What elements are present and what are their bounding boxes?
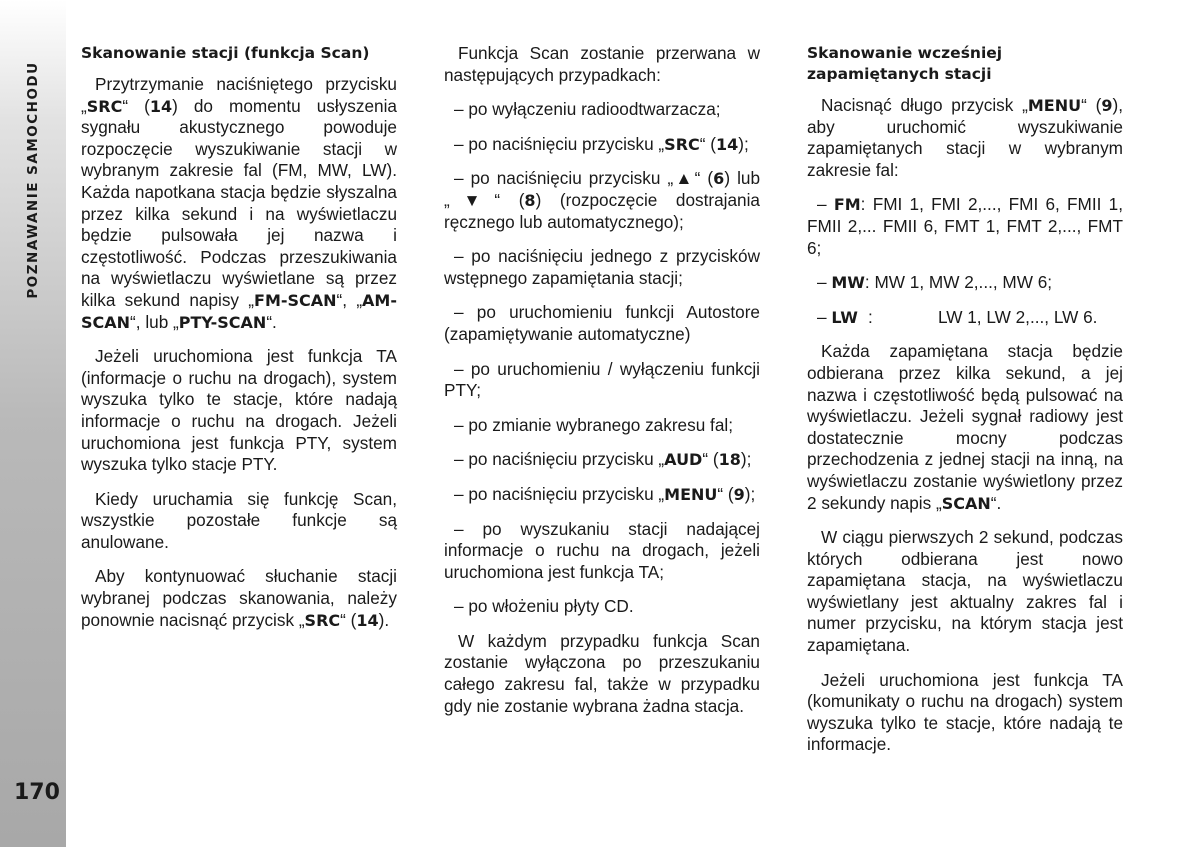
paragraph-ta-stored: Jeżeli uruchomiona jest funkcja TA (komunikaty o ruchu na drogach) system wyszuka tylko te stacje, które nadają te informacje. <box>807 669 1123 755</box>
band-label-mw: MW <box>831 273 865 293</box>
text: ) (rozpoczęcie dostrajania ręcznego lub automatycznego); <box>444 189 760 232</box>
text: “ ( <box>1081 95 1102 115</box>
display-text-fm-scan: FM-SCAN <box>254 290 337 310</box>
band-label-lw: LW <box>831 307 858 327</box>
paragraph-menu-scan <box>807 95 1123 181</box>
list-item: – po uruchomieniu funkcji Autostore (zapamiętywanie automatyczne) <box>444 302 760 344</box>
section-label: POZNAWANIE SAMOCHODU <box>25 61 41 299</box>
display-text-scan: SCAN <box>941 493 991 513</box>
column-right <box>807 43 1123 769</box>
text: Nacisnąć długo przycisk „ <box>821 95 1028 115</box>
list-item <box>444 449 760 471</box>
text: ); <box>740 449 752 470</box>
list-item: – po uruchomieniu / wyłączeniu funkcji PTY; <box>444 358 760 401</box>
paragraph-interrupt-intro: Funkcja Scan zostanie przerwana w następujących przypadkach: <box>444 43 760 85</box>
text: “. <box>990 492 1002 513</box>
button-ref-aud: AUD <box>664 450 703 470</box>
display-text-pty-scan: PTY-SCAN <box>178 312 267 332</box>
paragraph-functions-cancelled: Kiedy uruchamia się funkcję Scan, wszystkie pozostałe funkcje są anulowane. <box>81 488 397 552</box>
paragraph-ta-pty: Jeżeli uruchomiona jest funkcja TA (informacje o ruchu na drogach), system wyszuka tylko te stacje, które nadają informacje o ruchu na drogach. Jeżeli uruchomiona jest funkcja PTY, system wyszuka tylko stacje PTY. <box>81 346 397 475</box>
page-number: 170 <box>14 780 60 805</box>
list-item <box>444 134 760 156</box>
button-ref-src: SRC <box>304 610 341 630</box>
button-number: 9 <box>1101 96 1113 115</box>
button-number: 9 <box>733 484 745 504</box>
text: : FMI 1, FMI 2,..., FMI 6, FMII 1, FMII 2,... FMII 6, FMT 1, FMT 2,..., FMT 6; <box>807 194 1123 258</box>
text: “ ( <box>717 483 734 504</box>
list-item: – po zmianie wybranego zakresu fal; <box>454 414 733 435</box>
text: ), aby uruchomić wyszukiwanie zapamiętanych stacji w wybranym zakresie fal: <box>807 95 1123 180</box>
text: “, lub „ <box>130 311 179 332</box>
text: “ ( <box>702 449 719 470</box>
text: “ ( <box>699 133 716 154</box>
button-number: 6 <box>713 169 725 189</box>
text: “. <box>266 311 277 332</box>
section-heading-scan: Skanowanie stacji (funkcja Scan) <box>81 44 370 62</box>
paragraph-first-seconds: W ciągu pierwszych 2 sekund, podczas których odbierana jest nowo zapamiętana stacja, na wyświetlaczu wyświetlany jest aktualny zakres fal i numer przycisku, na którym stacja jest zapamiętana. <box>807 527 1123 656</box>
list-item: – po naciśnięciu jednego z przycisków wstępnego zapamiętania stacji; <box>444 246 760 288</box>
text: : MW 1, MW 2,..., MW 6; <box>864 272 1053 293</box>
button-ref-src: SRC <box>664 134 700 154</box>
button-number: 18 <box>718 450 741 470</box>
list-item <box>444 168 760 233</box>
section-heading-stored-scan: Skanowanie wcześniej zapamiętanych stacji <box>807 44 1003 83</box>
list-item: – po włożeniu płyty CD. <box>454 596 634 617</box>
button-number: 8 <box>524 190 536 210</box>
button-ref-src: SRC <box>86 96 123 116</box>
button-number: 14 <box>356 610 379 630</box>
dash: – <box>817 194 834 215</box>
text: – po naciśnięciu przycisku „▲“ ( <box>454 168 714 189</box>
text: “, „ <box>336 289 363 310</box>
paragraph-continue-listening <box>81 566 397 631</box>
paragraph-scan-intro <box>81 74 397 333</box>
text: “ ( <box>122 95 150 116</box>
list-item <box>444 484 760 506</box>
button-ref-menu: MENU <box>664 484 718 504</box>
text: ) lub „▼“ ( <box>444 168 760 210</box>
button-ref-menu: MENU <box>1027 96 1082 115</box>
paragraph-stored-station-pulse <box>807 341 1123 514</box>
list-item-lw <box>807 307 1123 329</box>
list-item-fm <box>807 194 1123 259</box>
text: – po naciśnięciu przycisku „ <box>454 483 665 504</box>
list-item-mw <box>807 272 1123 294</box>
text: – po naciśnięciu przycisku „ <box>454 449 665 470</box>
list-item: – po wyłączeniu radioodtwarzacza; <box>454 99 721 120</box>
text: Każda zapamiętana stacja będzie odbierana przez kilka sekund, a jej nazwa i częstotliwość będą pulsować na wyświetlaczu. Jeżeli sygnał radiowy jest dostatecznie mocny podczas przechodzenia z jednej stacji na inną, na wyświetlaczu zostanie wyświetlony przez 2 sekundy napis „ <box>807 341 1123 513</box>
dash: – <box>817 306 832 327</box>
page-sidebar <box>0 0 66 847</box>
text: ) do momentu usłyszenia sygnału akustycznego powoduje rozpoczęcie wyszukiwanie stacji w wybranym zakresie fal (FM, MW, LW). Każda napotkana stacja będzie słyszalna przez kilka sekund i na wyświetlaczu będzie pulsowała jej nazwa i częstotliwość. Podczas przeszukiwania na wyświetlaczu wyświetlane są przez kilka sekund napisy „ <box>81 95 397 310</box>
text: “ ( <box>340 609 357 630</box>
text: ); <box>738 133 749 154</box>
text: LW 1, LW 2,..., LW 6. <box>937 306 1098 327</box>
text: – po naciśnięciu przycisku „ <box>454 133 665 154</box>
button-number: 14 <box>716 134 739 154</box>
text: ); <box>744 483 756 504</box>
text: Aby kontynuować słuchanie stacji wybranej podczas skanowania, należy ponownie nacisnąć przycisk „ <box>81 566 397 630</box>
text: ). <box>378 609 390 630</box>
button-number: 14 <box>149 96 173 116</box>
band-label-fm: FM <box>833 195 861 215</box>
display-text-am-scan: AM-SCAN <box>81 290 397 332</box>
paragraph-interrupt-outro: W każdym przypadku funkcja Scan zostanie wyłączona po przeszukaniu całego zakresu fal, także w przypadku gdy nie zostanie wybrana żadna stacja. <box>444 630 760 716</box>
text: Przytrzymanie naciśniętego przycisku „ <box>81 74 397 116</box>
column-left <box>81 43 397 644</box>
column-middle <box>444 43 760 730</box>
list-item: – po wyszukaniu stacji nadającej informacje o ruchu na drogach, jeżeli uruchomiona jest funkcja TA; <box>444 518 760 582</box>
text: : <box>867 306 873 327</box>
dash: – <box>817 272 832 293</box>
